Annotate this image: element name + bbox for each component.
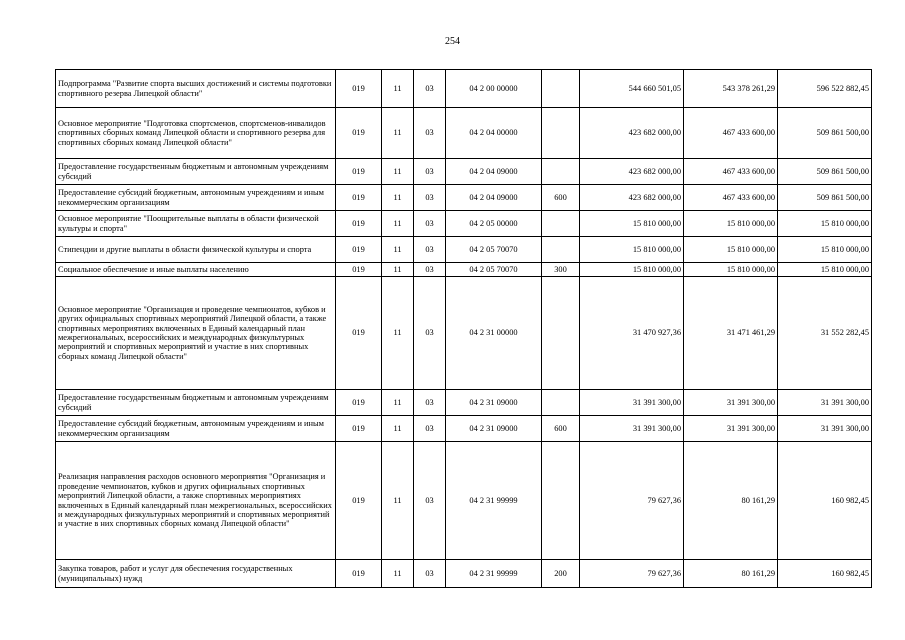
amount-year-1: 423 682 000,00 xyxy=(580,185,684,211)
subsection-code: 03 xyxy=(414,108,446,159)
subsection-code: 03 xyxy=(414,211,446,237)
amount-year-3: 160 982,45 xyxy=(778,442,872,560)
row-description: Реализация направления расходов основного мероприятия "Организация и проведение чемпионатов, кубков и других официальных спортивных мероприятий Липецкой области, а также спортивных мероприятиях включенных в Единый календарный план межрегиональных, всероссийских и международных физкультурных мероприятий и спортивных мероприятий и участие в них спортивных сборных команд Липецкой области" xyxy=(56,442,336,560)
section-code: 11 xyxy=(382,277,414,390)
table-row xyxy=(56,442,872,560)
subsection-code: 03 xyxy=(414,560,446,588)
row-description: Предоставление государственным бюджетным и автономным учреждениям субсидий xyxy=(56,159,336,185)
expense-type-code xyxy=(542,159,580,185)
ministry-code: 019 xyxy=(336,108,382,159)
section-code: 11 xyxy=(382,108,414,159)
row-description: Закупка товаров, работ и услуг для обеспечения государственных (муниципальных) нужд xyxy=(56,560,336,588)
ministry-code: 019 xyxy=(336,211,382,237)
row-description: Предоставление государственным бюджетным и автономным учреждениям субсидий xyxy=(56,390,336,416)
amount-year-1: 79 627,36 xyxy=(580,560,684,588)
table-row xyxy=(56,390,872,416)
subsection-code: 03 xyxy=(414,159,446,185)
subsection-code: 03 xyxy=(414,185,446,211)
amount-year-1: 15 810 000,00 xyxy=(580,211,684,237)
section-code: 11 xyxy=(382,560,414,588)
amount-year-2: 467 433 600,00 xyxy=(684,159,778,185)
section-code: 11 xyxy=(382,185,414,211)
table-row xyxy=(56,277,872,390)
amount-year-2: 467 433 600,00 xyxy=(684,108,778,159)
subsection-code: 03 xyxy=(414,237,446,263)
section-code: 11 xyxy=(382,211,414,237)
target-article-code: 04 2 05 00000 xyxy=(446,211,542,237)
ministry-code: 019 xyxy=(336,185,382,211)
subsection-code: 03 xyxy=(414,442,446,560)
subsection-code: 03 xyxy=(414,277,446,390)
target-article-code: 04 2 31 99999 xyxy=(446,442,542,560)
amount-year-1: 31 391 300,00 xyxy=(580,416,684,442)
table-row xyxy=(56,108,872,159)
row-description: Социальное обеспечение и иные выплаты населению xyxy=(56,263,336,277)
section-code: 11 xyxy=(382,416,414,442)
expense-type-code: 300 xyxy=(542,263,580,277)
amount-year-2: 31 391 300,00 xyxy=(684,416,778,442)
amount-year-1: 15 810 000,00 xyxy=(580,263,684,277)
amount-year-3: 15 810 000,00 xyxy=(778,263,872,277)
row-description: Основное мероприятие "Подготовка спортсменов, спортсменов-инвалидов спортивных сборных команд Липецкой области и спортивного резерва для спортивных сборных команд Липецкой области" xyxy=(56,108,336,159)
amount-year-3: 31 391 300,00 xyxy=(778,416,872,442)
amount-year-2: 15 810 000,00 xyxy=(684,237,778,263)
subsection-code: 03 xyxy=(414,416,446,442)
amount-year-3: 31 391 300,00 xyxy=(778,390,872,416)
row-description: Основное мероприятие "Организация и проведение чемпионатов, кубков и других официальных спортивных мероприятий Липецкой области, а также спортивных мероприятиях включенных в Единый календарный план межрегиональных, всероссийских и международных физкультурных мероприятий и спортивных мероприятий и участие в них спортивных сборных команд Липецкой области" xyxy=(56,277,336,390)
ministry-code: 019 xyxy=(336,416,382,442)
expense-type-code xyxy=(542,390,580,416)
expense-type-code xyxy=(542,70,580,108)
amount-year-3: 160 982,45 xyxy=(778,560,872,588)
table-row xyxy=(56,237,872,263)
row-description: Основное мероприятие "Поощрительные выплаты в области физической культуры и спорта" xyxy=(56,211,336,237)
row-description: Подпрограмма "Развитие спорта высших достижений и системы подготовки спортивного резерва Липецкой области" xyxy=(56,70,336,108)
section-code: 11 xyxy=(382,159,414,185)
subsection-code: 03 xyxy=(414,70,446,108)
target-article-code: 04 2 31 00000 xyxy=(446,277,542,390)
amount-year-1: 544 660 501,05 xyxy=(580,70,684,108)
amount-year-2: 31 471 461,29 xyxy=(684,277,778,390)
table-row xyxy=(56,211,872,237)
table-row xyxy=(56,70,872,108)
amount-year-1: 15 810 000,00 xyxy=(580,237,684,263)
section-code: 11 xyxy=(382,70,414,108)
section-code: 11 xyxy=(382,237,414,263)
target-article-code: 04 2 04 00000 xyxy=(446,108,542,159)
expense-type-code xyxy=(542,237,580,263)
row-description: Стипендии и другие выплаты в области физической культуры и спорта xyxy=(56,237,336,263)
amount-year-1: 31 391 300,00 xyxy=(580,390,684,416)
expense-type-code: 600 xyxy=(542,416,580,442)
amount-year-3: 509 861 500,00 xyxy=(778,185,872,211)
subsection-code: 03 xyxy=(414,263,446,277)
amount-year-2: 80 161,29 xyxy=(684,560,778,588)
expense-type-code xyxy=(542,277,580,390)
target-article-code: 04 2 04 09000 xyxy=(446,159,542,185)
page-number: 254 xyxy=(445,36,460,47)
expense-type-code xyxy=(542,442,580,560)
ministry-code: 019 xyxy=(336,390,382,416)
ministry-code: 019 xyxy=(336,70,382,108)
row-description: Предоставление субсидий бюджетным, автономным учреждениям и иным некоммерческим организациям xyxy=(56,416,336,442)
amount-year-1: 79 627,36 xyxy=(580,442,684,560)
ministry-code: 019 xyxy=(336,159,382,185)
amount-year-3: 31 552 282,45 xyxy=(778,277,872,390)
amount-year-3: 509 861 500,00 xyxy=(778,108,872,159)
section-code: 11 xyxy=(382,442,414,560)
table-row xyxy=(56,263,872,277)
expense-type-code xyxy=(542,108,580,159)
row-description: Предоставление субсидий бюджетным, автономным учреждениям и иным некоммерческим организациям xyxy=(56,185,336,211)
target-article-code: 04 2 04 09000 xyxy=(446,185,542,211)
budget-table xyxy=(55,69,872,588)
target-article-code: 04 2 05 70070 xyxy=(446,237,542,263)
target-article-code: 04 2 05 70070 xyxy=(446,263,542,277)
amount-year-1: 31 470 927,36 xyxy=(580,277,684,390)
amount-year-2: 80 161,29 xyxy=(684,442,778,560)
table-row xyxy=(56,159,872,185)
expense-type-code xyxy=(542,211,580,237)
target-article-code: 04 2 31 09000 xyxy=(446,390,542,416)
amount-year-2: 467 433 600,00 xyxy=(684,185,778,211)
amount-year-2: 31 391 300,00 xyxy=(684,390,778,416)
expense-type-code: 600 xyxy=(542,185,580,211)
amount-year-3: 596 522 882,45 xyxy=(778,70,872,108)
table-row xyxy=(56,416,872,442)
target-article-code: 04 2 31 99999 xyxy=(446,560,542,588)
amount-year-3: 15 810 000,00 xyxy=(778,237,872,263)
amount-year-3: 509 861 500,00 xyxy=(778,159,872,185)
ministry-code: 019 xyxy=(336,277,382,390)
section-code: 11 xyxy=(382,263,414,277)
amount-year-2: 15 810 000,00 xyxy=(684,211,778,237)
ministry-code: 019 xyxy=(336,263,382,277)
amount-year-1: 423 682 000,00 xyxy=(580,159,684,185)
table-row xyxy=(56,560,872,588)
amount-year-1: 423 682 000,00 xyxy=(580,108,684,159)
amount-year-3: 15 810 000,00 xyxy=(778,211,872,237)
ministry-code: 019 xyxy=(336,237,382,263)
subsection-code: 03 xyxy=(414,390,446,416)
section-code: 11 xyxy=(382,390,414,416)
expense-type-code: 200 xyxy=(542,560,580,588)
ministry-code: 019 xyxy=(336,442,382,560)
amount-year-2: 15 810 000,00 xyxy=(684,263,778,277)
target-article-code: 04 2 31 09000 xyxy=(446,416,542,442)
table-row xyxy=(56,185,872,211)
ministry-code: 019 xyxy=(336,560,382,588)
target-article-code: 04 2 00 00000 xyxy=(446,70,542,108)
amount-year-2: 543 378 261,29 xyxy=(684,70,778,108)
